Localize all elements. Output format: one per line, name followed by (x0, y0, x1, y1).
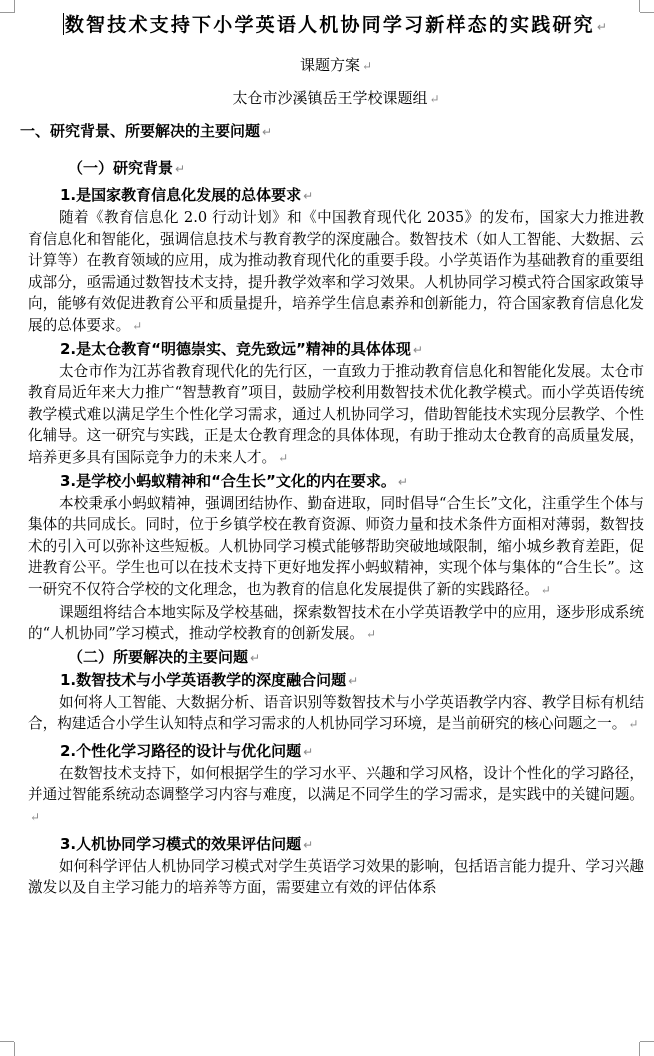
crop-mark-bottom-left-h (0, 1041, 14, 1042)
item-heading: 3.是学校小蚂蚁精神和“合生长”文化的内在要求。 ↵ (60, 471, 408, 490)
crop-mark-bottom-right (639, 1042, 640, 1056)
author-group: 太仓市沙溪镇岳王学校课题组 ↵ (232, 89, 440, 107)
crop-mark-top-left-h (0, 12, 14, 13)
item-heading: 2.是太仓教育“明德崇实、竞先致远”精神的具体体现 ↵ (60, 339, 423, 358)
body-paragraph: 随着《教育信息化 2.0 行动计划》和《中国教育现代化 2035》的发布，国家大力推进教育信息化和智能化，强调信息技术与教育教学的深度融合。数智技术（如人工智能、大数据、云计算等）在教育领域的应用，成为推动教育现代化的重要手段。小学英语作为基础教育的重要组成部分，亟需通过数智技术支持，提升教学效率和学习效果。人机协同学习模式符合国家政策导向，能够有效促进教育公平和质量提升，培养学生信息素养和创新能力，符合国家教育信息化发展的总体要求。 ↵ (28, 209, 644, 334)
crop-mark-bottom-left (14, 1042, 15, 1056)
body-paragraph: 在数智技术支持下，如何根据学生的学习水平、兴趣和学习风格，设计个性化的学习路径，并通过智能系统动态调整学习内容与难度，以满足不同学生的学习需求，是实践中的关键问题。↵ (28, 764, 644, 825)
body-paragraph: 如何将人工智能、大数据分析、语音识别等数智技术与小学英语教学内容、教学目标有机结合，构建适合小学生认知特点和学习需求的人机协同学习环境，是当前研究的核心问题之一。 ↵ (28, 693, 644, 733)
subsection-heading-background: （一）研究背景 ↵ (68, 159, 186, 177)
section-heading: 一、研究背景、所要解决的主要问题 ↵ (20, 122, 273, 140)
text-cursor (63, 13, 64, 35)
document-title: 数智技术支持下小学英语人机协同学习新样态的实践研究 ↵ (64, 14, 610, 36)
document-subtitle: 课题方案 ↵ (299, 56, 373, 74)
subsection-heading-problems: （二）所要解决的主要问题 ↵ (68, 647, 261, 666)
body-paragraph: 如何科学评估人机协同学习模式对学生英语学习效果的影响，包括语言能力提升、学习兴趣激发以及自主学习能力的培养等方面，需要建立有效的评估体系 (28, 857, 644, 897)
item-heading: 1.是国家教育信息化发展的总体要求 ↵ (60, 186, 314, 204)
item-heading: 2.个性化学习路径的设计与优化问题 ↵ (60, 741, 314, 760)
crop-mark-bottom-right-h (640, 1041, 654, 1042)
body-paragraph: 本校秉承小蚂蚁精神，强调团结协作、勤奋进取，同时倡导“合生长”文化，注重学生个体与集体的共同成长。同时，位于乡镇学校在教育资源、师资力量和技术条件方面相对薄弱，数智技术的引入可以弥补这些短板。人机协同学习模式能够帮助突破地域限制，缩小城乡教育差距，促进教育公平。学生也可以在技术支持下更好地发挥小蚂蚁精神，实现个体与集体的“合生长”。这一研究不仅符合学校的文化理念，也为教育的信息化发展提供了新的实践路径。 ↵ (28, 494, 644, 598)
item-heading: 3.人机协同学习模式的效果评估问题 ↵ (60, 834, 314, 853)
body-paragraph: 太仓市作为江苏省教育现代化的先行区，一直致力于推动教育信息化和智能化发展。太仓市教育局近年来大力推广“智慧教育”项目，鼓励学校利用数智技术优化教学模式。而小学英语传统教学模式难以满足学生个性化学习需求，通过人机协同学习，借助智能技术实现分层教学、个性化辅导。这一研究与实践，正是太仓教育理念的具体体现，有助于推动太仓教育的高质量发展，培养更多具有国际竞争力的未来人才。 ↵ (28, 362, 644, 466)
document-body[interactable] (20, 10, 644, 899)
crop-mark-top-left (14, 0, 15, 13)
item-heading: 1.数智技术与小学英语教学的深度融合问题 ↵ (60, 670, 359, 689)
body-paragraph: 课题组将结合本地实际及学校基础，探索数智技术在小学英语教学中的应用，逐步形成系统的“人机协同”学习模式，推动学校教育的创新发展。 ↵ (28, 603, 644, 643)
